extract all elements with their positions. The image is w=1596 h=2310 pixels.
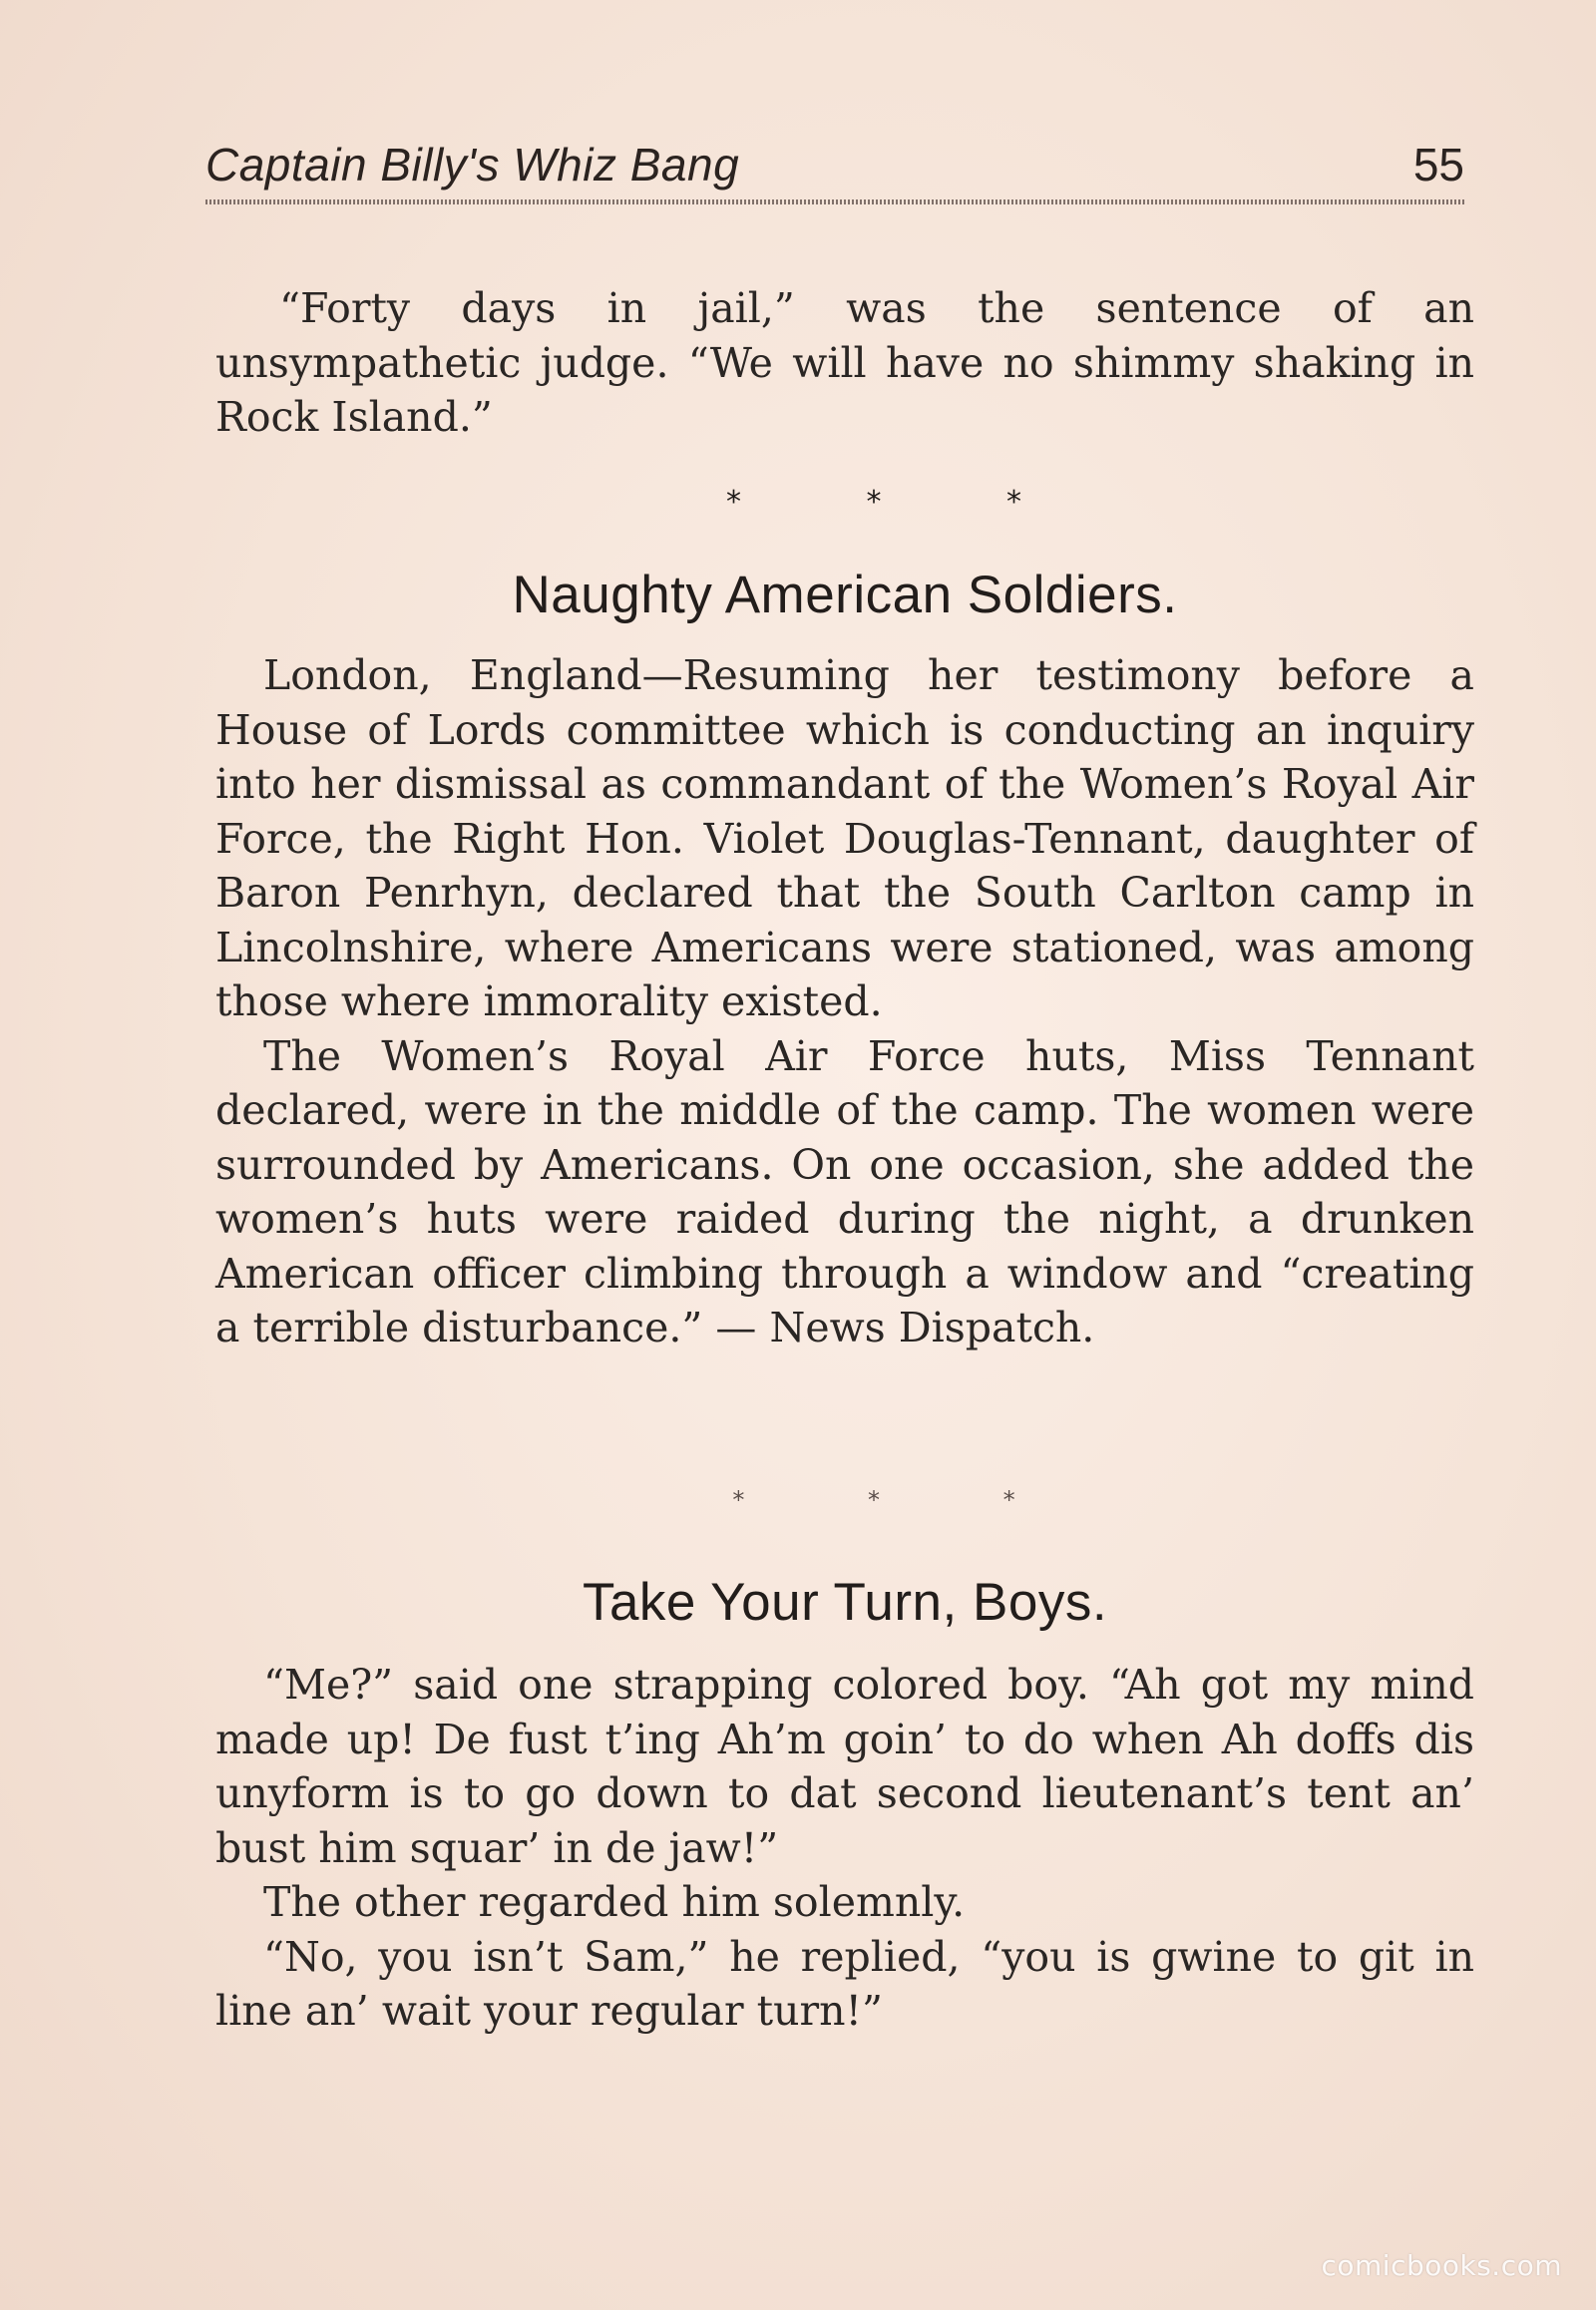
article-title: Naughty American Soldiers.: [512, 566, 1178, 624]
article-paragraph: “No, you isn’t Sam,” he replied, “you is gwine to git in line an’ wait your regular turn!”: [215, 1932, 1474, 2035]
page-number: 55: [1412, 139, 1464, 191]
article-title: Take Your Turn, Boys.: [582, 1573, 1108, 1632]
article-body: [215, 1658, 1474, 2039]
article-paragraph: London, England—Resuming her testimony before a House of Lords committee which is conducting an inquiry into her dismissal as commandant of the Women’s Royal Air Force, the Right Hon. Violet Douglas-Tennant, daughter of Baron Penrhyn, declared that the South Carlton camp in Lincolnshire, where Americans were stationed, was among those where immorality existed.: [215, 651, 1474, 1025]
running-header: [205, 138, 1464, 207]
header-rule: [205, 199, 1464, 204]
continuation-text: [215, 281, 1474, 445]
continuation-paragraph: “Forty days in jail,” was the sentence of an unsympathetic judge. “We will have no shimmy shaking in Rock Island.”: [215, 284, 1474, 441]
article-body: [215, 648, 1474, 1355]
article-paragraph: “Me?” said one strapping colored boy. “Ah got my mind made up! De fust t’ing Ah’m goin’ to do when Ah doffs dis unyform is to go down to dat second lieutenant’s tent an’ bust him squar’ in de jaw!”: [215, 1661, 1474, 1872]
article-paragraph: The Women’s Royal Air Force huts, Miss Tennant declared, were in the middle of the camp. The women were surrounded by Americans. On one occasion, she added the women’s huts were raided during the night, a drunken American officer climbing through a window and “creating a terrible disturbance.” — News Dispatch.: [215, 1031, 1474, 1351]
article-paragraph: The other regarded him solemnly.: [263, 1878, 966, 1926]
section-separator: * * *: [725, 485, 1080, 520]
section-separator: * * *: [732, 1486, 1073, 1514]
magazine-title: Captain Billy's Whiz Bang: [205, 139, 740, 191]
site-watermark: comicbooks.com: [1321, 2249, 1562, 2282]
